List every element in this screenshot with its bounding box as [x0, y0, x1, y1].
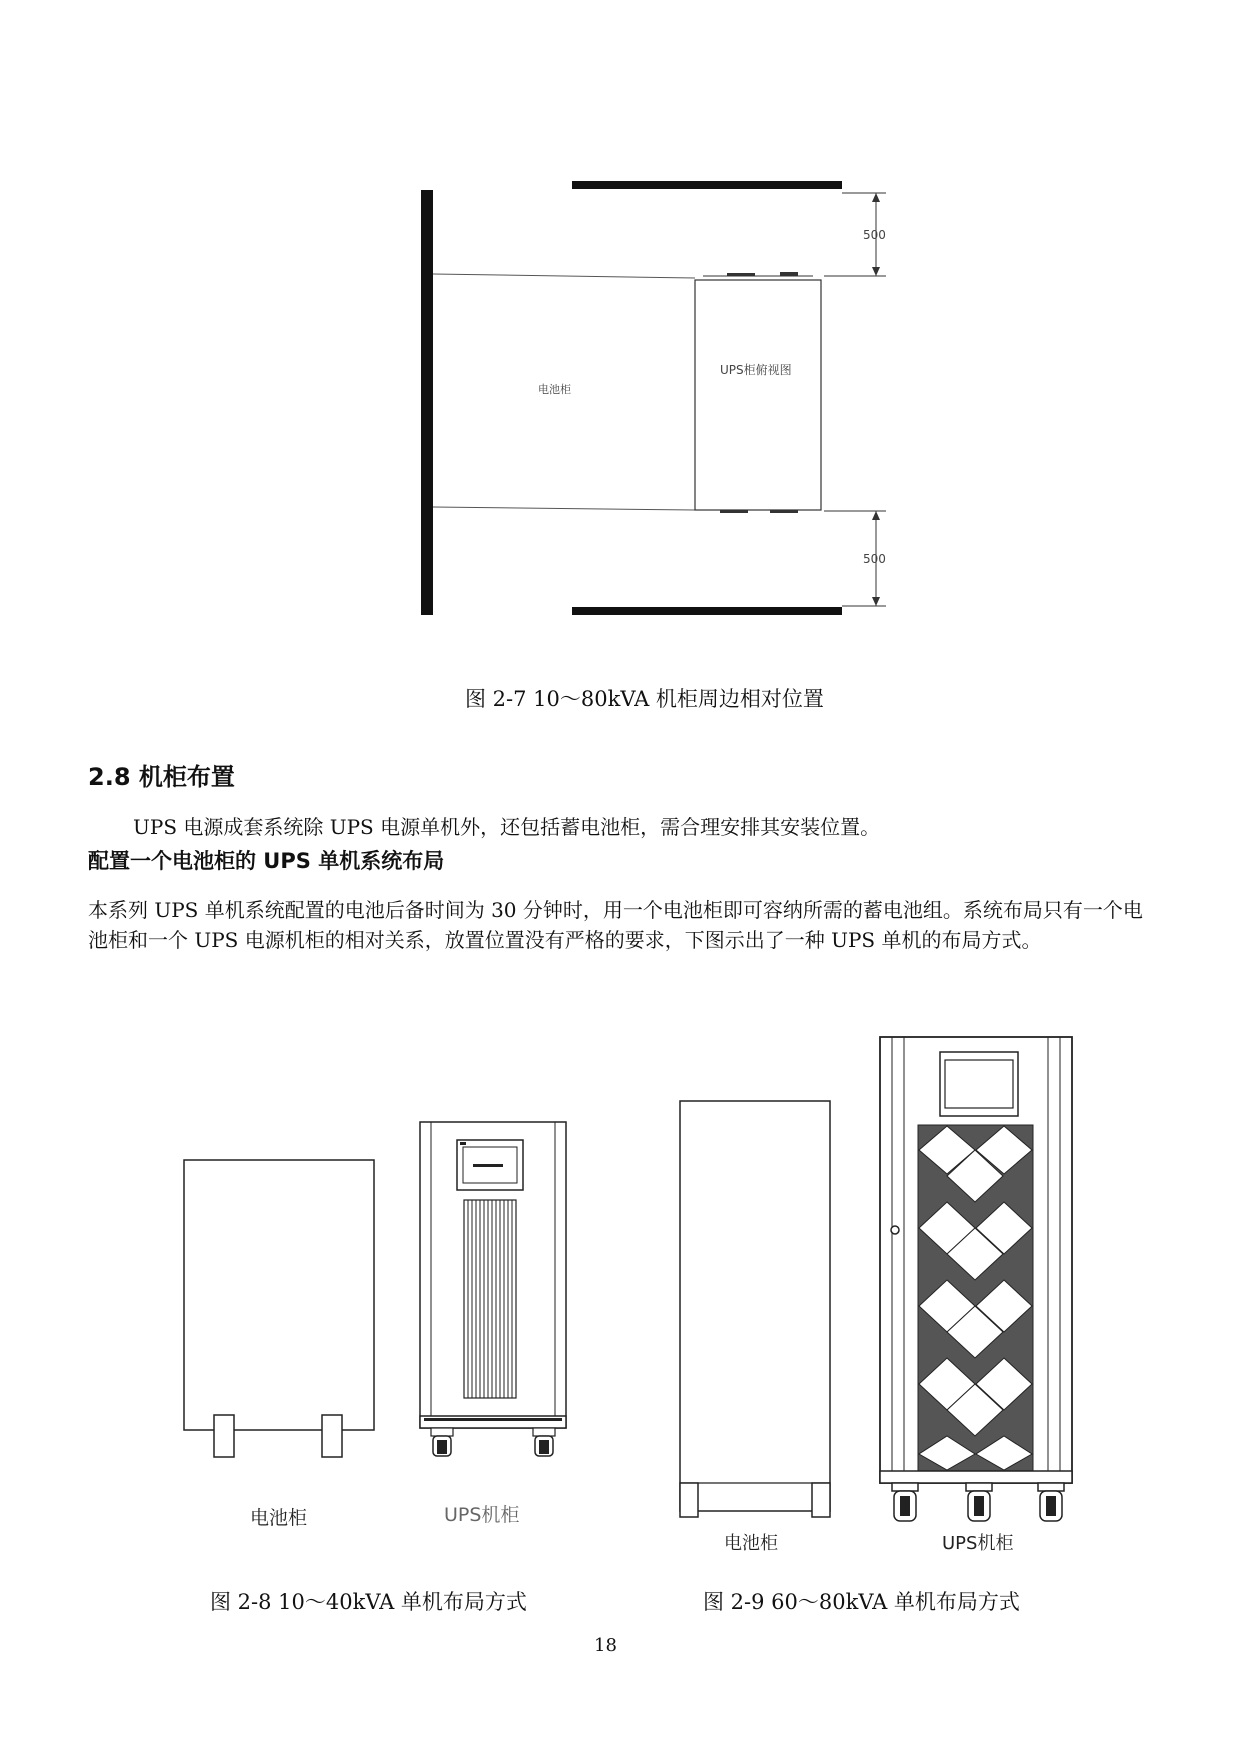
fig-2-8-ups-label: UPS机柜 [444, 1504, 520, 1526]
left-wall [421, 190, 433, 615]
top-wall [572, 181, 842, 189]
figure-2-7-diagram [0, 0, 1240, 640]
page-number: 18 [594, 1635, 617, 1656]
section-paragraph: 本系列 UPS 单机系统配置的电池后备时间为 30 分钟时，用一个电池柜即可容纳所需的蓄电池组。系统布局只有一个电池柜和一个 UPS 电源机柜的相对关系，放置位置没有严格的要求，下图示出了一种 UPS 单机的布局方式。 [88, 898, 1143, 952]
battery-cabinet-tall [680, 1101, 830, 1517]
subsection-heading: 配置一个电池柜的 UPS 单机系统布局 [88, 849, 445, 873]
figure-2-8-caption: 图 2-8 10～40kVA 单机布局方式 [210, 1590, 527, 1614]
ups-cabinet-front [420, 1122, 566, 1456]
fig-2-8-battery-label: 电池柜 [250, 1507, 308, 1529]
battery-cabinet-label: 电池柜 [538, 383, 571, 396]
fig-2-9-ups-label: UPS机柜 [942, 1533, 1014, 1554]
dimension-bottom: 500 [863, 552, 886, 566]
ups-cabinet-tall [880, 1037, 1072, 1521]
figure-2-7-caption: 图 2-7 10～80kVA 机柜周边相对位置 [465, 687, 824, 711]
ups-top-view-box [695, 280, 821, 510]
section-intro: UPS 电源成套系统除 UPS 电源单机外，还包括蓄电池柜，需合理安排其安装位置。 [133, 815, 881, 839]
battery-cabinet-front [184, 1160, 374, 1430]
bottom-wall [572, 607, 842, 615]
figure-2-9-caption: 图 2-9 60～80kVA 单机布局方式 [703, 1590, 1020, 1614]
ups-top-view-label: UPS柜俯视图 [720, 363, 792, 377]
figure-2-8-diagram [160, 1100, 600, 1550]
figure-2-9-diagram [660, 1030, 1100, 1560]
dimension-top: 500 [863, 228, 886, 242]
fig-2-9-battery-label: 电池柜 [724, 1533, 778, 1554]
section-heading: 2.8 机柜布置 [88, 763, 235, 791]
